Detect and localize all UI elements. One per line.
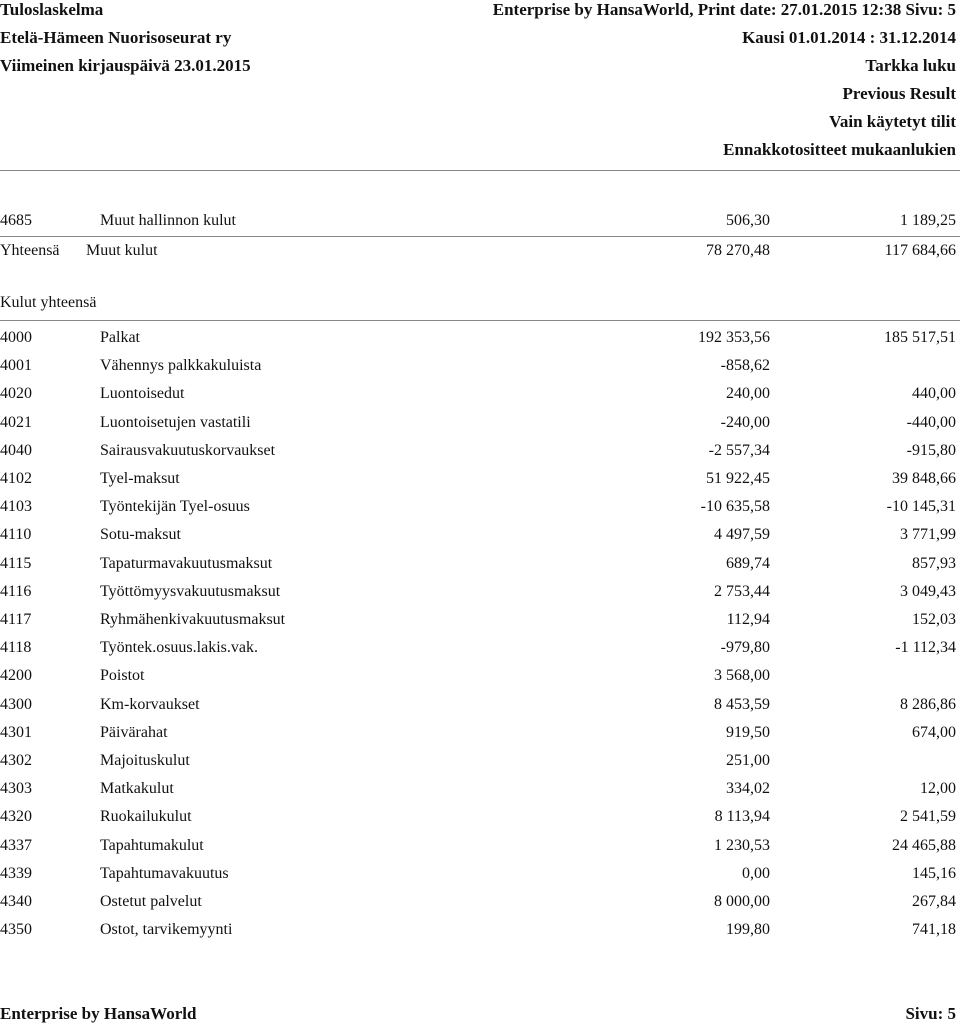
table-row — [0, 383, 960, 405]
previous-value: 145,16 — [912, 865, 956, 882]
previous-value: 24 465,88 — [892, 837, 956, 854]
table-row — [0, 891, 960, 913]
account-code: 4301 — [0, 724, 32, 741]
option-prepayments: Ennakkotositteet mukaanlukien — [723, 140, 956, 159]
account-code: 4350 — [0, 921, 32, 938]
account-name: Luontoisetujen vastatili — [100, 414, 251, 431]
table-row — [0, 694, 960, 716]
table-row — [0, 722, 960, 744]
current-value: -979,80 — [720, 639, 770, 656]
table-row — [0, 327, 960, 349]
account-name: Majoituskulut — [100, 752, 190, 769]
account-code: 4040 — [0, 442, 32, 459]
table-row — [0, 665, 960, 687]
header-divider — [0, 170, 960, 171]
account-name: Vähennys palkkakuluista — [100, 357, 262, 374]
account-name: Luontoisedut — [100, 385, 185, 402]
account-code: 4021 — [0, 414, 32, 431]
table-row — [0, 210, 960, 232]
previous-value: -915,80 — [906, 442, 956, 459]
previous-value: 440,00 — [912, 385, 956, 402]
previous-value: 3 771,99 — [900, 526, 956, 543]
account-name: Työntek.osuus.lakis.vak. — [100, 639, 258, 656]
previous-value: 1 189,25 — [900, 212, 956, 229]
subtotal-current: 78 270,48 — [706, 242, 770, 259]
previous-value: 674,00 — [912, 724, 956, 741]
current-value: 240,00 — [726, 385, 770, 402]
account-name: Ruokailukulut — [100, 808, 192, 825]
table-row — [0, 468, 960, 490]
account-code: 4337 — [0, 837, 32, 854]
account-name: Ryhmähenkivakuutusmaksut — [100, 611, 286, 628]
table-row — [0, 355, 960, 377]
current-value: 1 230,53 — [714, 837, 770, 854]
account-code: 4118 — [0, 639, 32, 656]
option-previous-result: Previous Result — [842, 84, 956, 103]
table-row — [0, 637, 960, 659]
current-value: 192 353,56 — [698, 329, 770, 346]
table-row — [0, 778, 960, 800]
current-value: -2 557,34 — [708, 442, 770, 459]
account-code: 4303 — [0, 780, 32, 797]
previous-value: 8 286,86 — [900, 696, 956, 713]
account-name: Matkakulut — [100, 780, 174, 797]
account-code: 4110 — [0, 526, 32, 543]
subtotal-name: Muut kulut — [86, 242, 158, 259]
account-code: 4200 — [0, 667, 32, 684]
previous-value: 185 517,51 — [884, 329, 956, 346]
current-value: 8 453,59 — [714, 696, 770, 713]
subtotal-previous: 117 684,66 — [884, 242, 956, 259]
current-value: 51 922,45 — [706, 470, 770, 487]
account-code: 4103 — [0, 498, 32, 515]
current-value: 199,80 — [726, 921, 770, 938]
current-value: -858,62 — [720, 357, 770, 374]
table-row — [0, 440, 960, 462]
subtotal-row — [0, 240, 960, 262]
table-row — [0, 806, 960, 828]
previous-value: -440,00 — [906, 414, 956, 431]
previous-value: 741,18 — [912, 921, 956, 938]
account-name: Tyel-maksut — [100, 470, 180, 487]
current-value: 4 497,59 — [714, 526, 770, 543]
previous-value: 152,03 — [912, 611, 956, 628]
last-entry-date: Viimeinen kirjauspäivä 23.01.2015 — [0, 56, 251, 75]
account-name: Poistot — [100, 667, 145, 684]
account-code: 4102 — [0, 470, 32, 487]
table-row — [0, 919, 960, 941]
account-code: 4020 — [0, 385, 32, 402]
table-row — [0, 581, 960, 603]
current-value: 0,00 — [742, 865, 770, 882]
footer-vendor: Enterprise by HansaWorld — [0, 1004, 197, 1023]
table-row — [0, 496, 960, 518]
table-row — [0, 524, 960, 546]
account-name: Ostetut palvelut — [100, 893, 202, 910]
footer-page: Sivu: 5 — [905, 1004, 956, 1023]
account-code: 4300 — [0, 696, 32, 713]
account-code: 4302 — [0, 752, 32, 769]
table-row — [0, 412, 960, 434]
current-value: -240,00 — [720, 414, 770, 431]
table-row — [0, 553, 960, 575]
account-code: 4115 — [0, 555, 32, 572]
current-value: 112,94 — [726, 611, 770, 628]
previous-value: 3 049,43 — [900, 583, 956, 600]
report-period: Kausi 01.01.2014 : 31.12.2014 — [742, 28, 956, 47]
table-row — [0, 835, 960, 857]
account-name: Km-korvaukset — [100, 696, 200, 713]
previous-value: 267,84 — [912, 893, 956, 910]
current-value: 919,50 — [726, 724, 770, 741]
account-name: Tapahtumavakuutus — [100, 865, 229, 882]
account-code: 4340 — [0, 893, 32, 910]
account-name: Palkat — [100, 329, 140, 346]
current-value: 689,74 — [726, 555, 770, 572]
previous-value: 39 848,66 — [892, 470, 956, 487]
account-code: 4000 — [0, 329, 32, 346]
subtotal-divider — [0, 236, 960, 237]
previous-value: 857,93 — [912, 555, 956, 572]
table-row — [0, 609, 960, 631]
section-divider — [0, 320, 960, 321]
account-name: Työntekijän Tyel-osuus — [100, 498, 250, 515]
account-name: Työttömyysvakuutusmaksut — [100, 583, 281, 600]
account-code: 4116 — [0, 583, 32, 600]
account-code: 4685 — [0, 212, 32, 229]
account-name: Muut hallinnon kulut — [100, 212, 236, 229]
account-name: Ostot, tarvikemyynti — [100, 921, 233, 938]
previous-value: 2 541,59 — [900, 808, 956, 825]
table-row — [0, 750, 960, 772]
current-value: 8 113,94 — [714, 808, 770, 825]
current-value: -10 635,58 — [700, 498, 770, 515]
current-value: 506,30 — [726, 212, 770, 229]
account-name: Tapaturmavakuutusmaksut — [100, 555, 273, 572]
option-used-accounts: Vain käytetyt tilit — [829, 112, 956, 131]
current-value: 2 753,44 — [714, 583, 770, 600]
current-value: 3 568,00 — [714, 667, 770, 684]
account-code: 4001 — [0, 357, 32, 374]
current-value: 8 000,00 — [714, 893, 770, 910]
table-row — [0, 863, 960, 885]
account-code: 4117 — [0, 611, 32, 628]
account-name: Sotu-maksut — [100, 526, 181, 543]
report-title: Tuloslaskelma — [0, 0, 104, 19]
organization-name: Etelä-Hämeen Nuorisoseurat ry — [0, 28, 232, 47]
account-code: 4339 — [0, 865, 32, 882]
account-name: Päivärahat — [100, 724, 168, 741]
account-name: Tapahtumakulut — [100, 837, 204, 854]
print-info: Enterprise by HansaWorld, Print date: 27.01.2015 12:38 Sivu: 5 — [492, 0, 956, 19]
current-value: 251,00 — [726, 752, 770, 769]
section-title: Kulut yhteensä — [0, 294, 97, 311]
previous-value: 12,00 — [920, 780, 956, 797]
previous-value: -1 112,34 — [895, 639, 956, 656]
subtotal-label: Yhteensä — [0, 242, 60, 259]
account-name: Sairausvakuutuskorvaukset — [100, 442, 276, 459]
account-code: 4320 — [0, 808, 32, 825]
current-value: 334,02 — [726, 780, 770, 797]
option-exact-value: Tarkka luku — [865, 56, 956, 75]
previous-value: -10 145,31 — [886, 498, 956, 515]
